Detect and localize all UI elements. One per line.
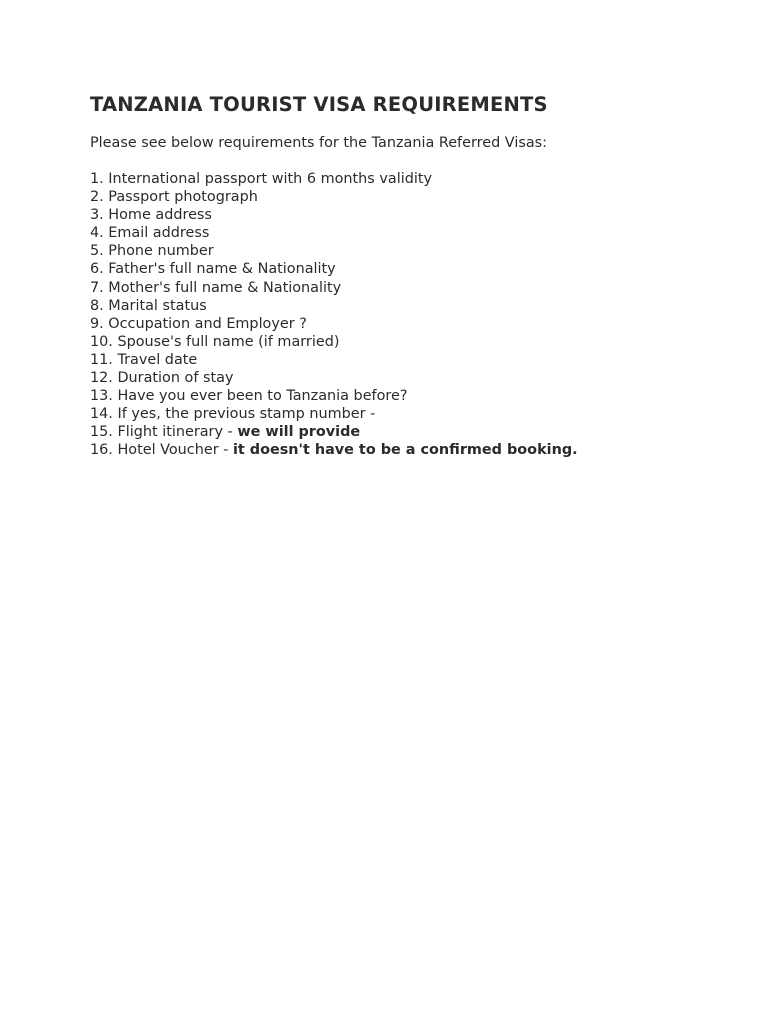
requirements-list <box>90 170 730 460</box>
document-page <box>90 92 730 460</box>
list-item-emphasis: we will provide <box>237 424 361 441</box>
list-item <box>90 242 730 260</box>
list-item <box>90 369 730 387</box>
list-item <box>90 351 730 369</box>
list-item <box>90 260 730 278</box>
list-item-text: 9. Occupation and Employer ? <box>90 315 307 332</box>
list-item-text: 14. If yes, the previous stamp number - <box>90 406 376 423</box>
list-item-text: 4. Email address <box>90 225 210 242</box>
list-item <box>90 206 730 224</box>
list-item <box>90 315 730 333</box>
list-item-text: 1. International passport with 6 months validity <box>90 171 432 187</box>
list-item <box>90 333 730 351</box>
list-item-text: 5. Phone number <box>90 243 214 260</box>
list-item <box>90 224 730 242</box>
list-item-text: 7. Mother's full name & Nationality <box>90 279 342 296</box>
list-item <box>90 387 730 405</box>
list-item-text: 13. Have you ever been to Tanzania before? <box>90 388 408 405</box>
intro-text: Please see below requirements for the Tanzania Referred Visas: <box>90 135 547 151</box>
list-item <box>90 405 730 423</box>
list-item-text: 3. Home address <box>90 207 212 224</box>
document-title: TANZANIA TOURIST VISA REQUIREMENTS <box>90 93 548 116</box>
list-item <box>90 441 730 459</box>
list-item <box>90 423 730 441</box>
list-item-text: 2. Passport photograph <box>90 189 258 206</box>
list-item-text: 11. Travel date <box>90 351 198 368</box>
list-item <box>90 279 730 297</box>
list-item-text: 10. Spouse's full name (if married) <box>90 333 340 350</box>
list-item <box>90 188 730 206</box>
list-item-text: 12. Duration of stay <box>90 370 234 387</box>
list-item-text: 8. Marital status <box>90 297 207 314</box>
list-item-text: 16. Hotel Voucher - <box>90 442 233 459</box>
list-item-text: 6. Father's full name & Nationality <box>90 261 336 278</box>
list-item <box>90 170 730 188</box>
list-item <box>90 297 730 315</box>
list-item-text: 15. Flight itinerary - <box>90 424 238 441</box>
list-item-emphasis: it doesn't have to be a confirmed booking. <box>232 442 578 459</box>
